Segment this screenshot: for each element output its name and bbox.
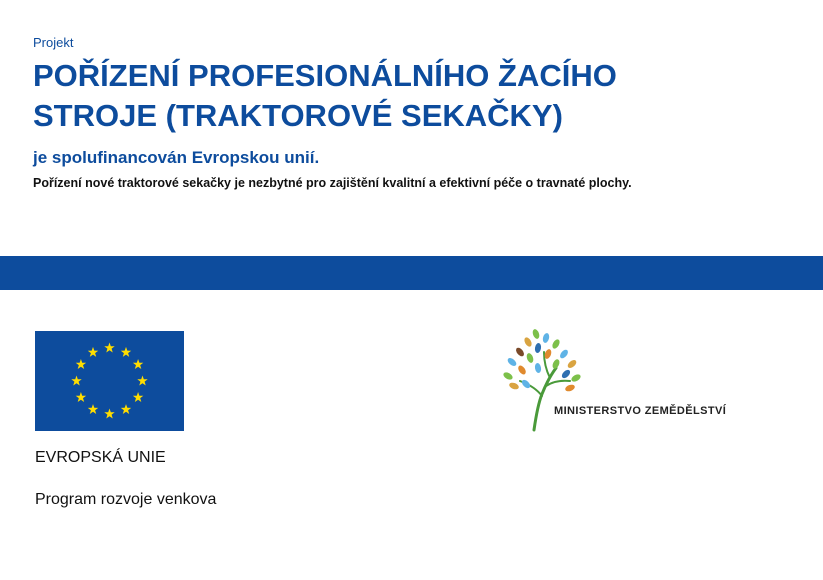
ministry-logo <box>500 326 750 436</box>
ministry-name: MINISTERSTVO ZEMĚDĚLSTVÍ <box>554 405 727 417</box>
project-description: Pořízení nové traktorové sekačky je nezbytné pro zajištění kvalitní a efektivní péče o travnaté plochy. <box>33 176 632 190</box>
program-name: Program rozvoje venkova <box>35 491 217 508</box>
eu-flag-icon <box>35 331 184 431</box>
eu-name: EVROPSKÁ UNIE <box>35 449 166 466</box>
cofinancing-statement: je spolufinancován Evropskou unií. <box>33 148 320 167</box>
project-title-line-1: POŘÍZENÍ PROFESIONÁLNÍHO ŽACÍHO <box>33 58 617 93</box>
project-title-line-2: STROJE (TRAKTOROVÉ SEKAČKY) <box>33 98 563 133</box>
project-label: Projekt <box>33 35 74 50</box>
tree-icon <box>500 326 590 434</box>
project-title <box>33 56 793 136</box>
blue-band-divider <box>0 256 823 290</box>
